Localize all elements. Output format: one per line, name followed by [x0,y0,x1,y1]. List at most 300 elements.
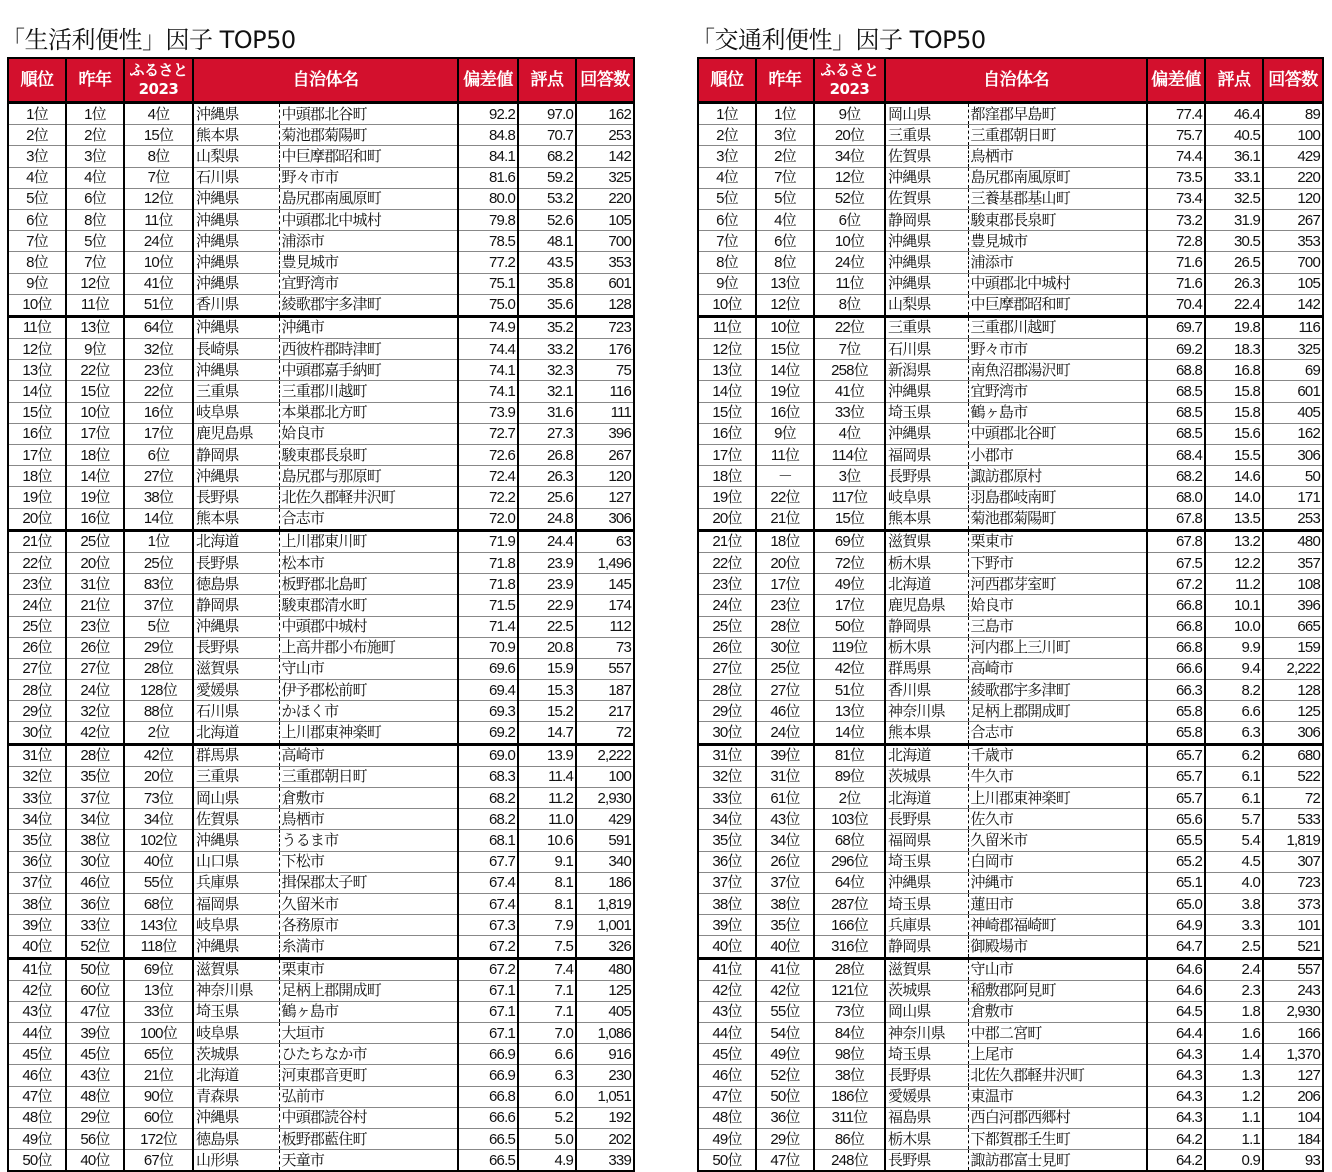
score-cell: 35.2 [518,316,576,338]
furusato-2023-rank-cell: 117位 [814,487,885,508]
deviation-value-cell: 64.9 [1147,915,1205,936]
last-year-rank-cell: 33位 [66,915,124,936]
prefecture-cell: 沖縄県 [885,423,968,444]
deviation-value-cell: 69.2 [458,722,518,744]
prefecture-cell: 沖縄県 [193,360,279,381]
table-row [698,530,1323,552]
score-cell: 46.4 [1205,103,1263,125]
response-count-cell: 267 [576,445,634,466]
response-count-cell: 591 [576,830,634,851]
rank-cell: 31位 [8,744,66,766]
prefecture-cell: 石川県 [193,701,279,722]
table-row [8,209,634,230]
score-cell: 7.1 [518,980,576,1001]
deviation-value-cell: 74.1 [458,381,518,402]
response-count-cell: 145 [576,574,634,595]
response-count-cell: 916 [576,1044,634,1065]
table-row [8,851,634,872]
prefecture-cell: 群馬県 [885,658,968,679]
score-cell: 14.6 [1205,466,1263,487]
last-year-rank-cell: 42位 [756,980,814,1001]
rank-cell: 27位 [8,658,66,679]
table-row [698,1044,1323,1065]
table-row [8,616,634,637]
last-year-rank-cell: 29位 [756,1129,814,1150]
furusato-2023-rank-cell: 65位 [124,1044,193,1065]
municipality-cell: 板野郡北島町 [279,574,458,595]
response-count-cell: 353 [576,252,634,273]
deviation-value-cell: 65.8 [1147,722,1205,744]
prefecture-cell: 熊本県 [885,508,968,530]
furusato-2023-rank-cell: 316位 [814,936,885,958]
deviation-value-cell: 66.9 [458,1044,518,1065]
rank-cell: 47位 [8,1086,66,1107]
rank-cell: 22位 [8,552,66,573]
rank-cell: 15位 [8,402,66,423]
response-count-cell: 1,001 [576,915,634,936]
header-rank: 順位 [8,58,66,103]
furusato-2023-rank-cell: 15位 [124,125,193,146]
deviation-value-cell: 64.3 [1147,1044,1205,1065]
response-count-cell: 325 [1263,339,1323,360]
rank-cell: 13位 [8,360,66,381]
municipality-cell: 小郡市 [968,445,1147,466]
last-year-rank-cell: 56位 [66,1129,124,1150]
rank-cell: 10位 [8,294,66,316]
score-cell: 7.0 [518,1023,576,1044]
deviation-value-cell: 73.4 [1147,188,1205,209]
deviation-value-cell: 67.2 [1147,574,1205,595]
response-count-cell: 723 [576,316,634,338]
score-cell: 36.1 [1205,146,1263,167]
rank-cell: 34位 [8,809,66,830]
last-year-rank-cell: 1位 [66,103,124,125]
rank-cell: 1位 [8,103,66,125]
furusato-2023-rank-cell: 34位 [124,809,193,830]
rank-cell: 38位 [8,893,66,914]
municipality-cell: 蓮田市 [968,893,1147,914]
table-row [8,508,634,530]
table-row [8,487,634,508]
ranking-table [697,57,1324,1172]
municipality-cell: 千歳市 [968,744,1147,766]
municipality-cell: 北佐久郡軽井沢町 [279,487,458,508]
prefecture-cell: 沖縄県 [193,936,279,958]
furusato-2023-rank-cell: 83位 [124,574,193,595]
last-year-rank-cell: 39位 [66,1023,124,1044]
table-row [698,125,1323,146]
furusato-2023-rank-cell: 51位 [814,680,885,701]
municipality-cell: 各務原市 [279,915,458,936]
response-count-cell: 1,496 [576,552,634,573]
table-row [698,423,1323,444]
municipality-cell: 中巨摩郡昭和町 [968,294,1147,316]
response-count-cell: 142 [576,146,634,167]
prefecture-cell: 北海道 [885,744,968,766]
response-count-cell: 2,222 [576,744,634,766]
score-cell: 40.5 [1205,125,1263,146]
deviation-value-cell: 68.2 [1147,466,1205,487]
header-deviation: 偏差値 [1147,58,1205,103]
furusato-2023-rank-cell: 5位 [124,616,193,637]
municipality-cell: 中頭郡読谷村 [279,1107,458,1128]
prefecture-cell: 愛媛県 [885,1086,968,1107]
deviation-value-cell: 67.3 [458,915,518,936]
score-cell: 35.6 [518,294,576,316]
municipality-cell: 沖縄市 [279,316,458,338]
table-row [698,508,1323,530]
response-count-cell: 171 [1263,487,1323,508]
municipality-cell: 御殿場市 [968,936,1147,958]
score-cell: 11.2 [1205,574,1263,595]
municipality-cell: 北佐久郡軽井沢町 [968,1065,1147,1086]
rank-cell: 14位 [8,381,66,402]
last-year-rank-cell: 6位 [756,231,814,252]
deviation-value-cell: 64.6 [1147,980,1205,1001]
response-count-cell: 306 [1263,445,1323,466]
last-year-rank-cell: 37位 [756,872,814,893]
score-cell: 2.5 [1205,936,1263,958]
furusato-2023-rank-cell: 3位 [814,466,885,487]
response-count-cell: 93 [1263,1150,1323,1172]
score-cell: 26.5 [1205,252,1263,273]
table-row [698,339,1323,360]
municipality-cell: 河東郡音更町 [279,1065,458,1086]
deviation-value-cell: 71.9 [458,530,518,552]
last-year-rank-cell: 16位 [756,402,814,423]
deviation-value-cell: 65.1 [1147,872,1205,893]
prefecture-cell: 静岡県 [885,209,968,230]
score-cell: 2.4 [1205,958,1263,980]
furusato-2023-rank-cell: 287位 [814,893,885,914]
last-year-rank-cell: 25位 [756,658,814,679]
rank-cell: 25位 [698,616,756,637]
table-row [8,252,634,273]
response-count-cell: 101 [1263,915,1323,936]
prefecture-cell: 栃木県 [885,637,968,658]
furusato-2023-rank-cell: 64位 [124,316,193,338]
prefecture-cell: 群馬県 [193,744,279,766]
response-count-cell: 267 [1263,209,1323,230]
rank-cell: 43位 [8,1001,66,1022]
score-cell: 1.4 [1205,1044,1263,1065]
deviation-value-cell: 79.8 [458,209,518,230]
last-year-rank-cell: 26位 [66,637,124,658]
deviation-value-cell: 71.8 [458,574,518,595]
last-year-rank-cell: 27位 [66,658,124,679]
last-year-rank-cell: 8位 [756,252,814,273]
municipality-cell: 諏訪郡原村 [968,466,1147,487]
rank-cell: 12位 [698,339,756,360]
rank-cell: 16位 [8,423,66,444]
municipality-cell: うるま市 [279,830,458,851]
table-row [8,1086,634,1107]
municipality-cell: 羽島郡岐南町 [968,487,1147,508]
furusato-2023-rank-cell: 172位 [124,1129,193,1150]
last-year-rank-cell: 5位 [756,188,814,209]
response-count-cell: 116 [576,381,634,402]
rank-cell: 6位 [8,209,66,230]
response-count-cell: 480 [1263,530,1323,552]
prefecture-cell: 岐阜県 [193,915,279,936]
last-year-rank-cell: 32位 [66,701,124,722]
rank-cell: 19位 [8,487,66,508]
prefecture-cell: 佐賀県 [885,146,968,167]
table-row [698,1065,1323,1086]
deviation-value-cell: 72.8 [1147,231,1205,252]
deviation-value-cell: 68.4 [1147,445,1205,466]
furusato-2023-rank-cell: 15位 [814,508,885,530]
furusato-2023-rank-cell: 33位 [814,402,885,423]
response-count-cell: 601 [1263,381,1323,402]
score-cell: 4.9 [518,1150,576,1172]
municipality-cell: 野々市市 [968,339,1147,360]
header-municipality: 自治体名 [885,58,1147,103]
table-row [698,402,1323,423]
last-year-rank-cell: 38位 [756,893,814,914]
rank-cell: 35位 [698,830,756,851]
municipality-cell: 鳥栖市 [279,809,458,830]
table-row [698,872,1323,893]
table-row [8,103,634,125]
furusato-2023-rank-cell: 10位 [124,252,193,273]
score-cell: 33.2 [518,339,576,360]
deviation-value-cell: 84.8 [458,125,518,146]
response-count-cell: 89 [1263,103,1323,125]
score-cell: 9.9 [1205,637,1263,658]
prefecture-cell: 佐賀県 [193,809,279,830]
response-count-cell: 243 [1263,980,1323,1001]
rank-cell: 7位 [8,231,66,252]
last-year-rank-cell: 38位 [66,830,124,851]
last-year-rank-cell: 21位 [756,508,814,530]
score-cell: 10.0 [1205,616,1263,637]
rank-cell: 3位 [698,146,756,167]
score-cell: 1.1 [1205,1129,1263,1150]
prefecture-cell: 沖縄県 [885,381,968,402]
table-row [698,360,1323,381]
score-cell: 1.6 [1205,1023,1263,1044]
score-cell: 9.1 [518,851,576,872]
deviation-value-cell: 72.0 [458,508,518,530]
last-year-rank-cell: 35位 [756,915,814,936]
table-row [698,209,1323,230]
last-year-rank-cell: 50位 [756,1086,814,1107]
table-row [698,893,1323,914]
furusato-2023-rank-cell: 50位 [814,616,885,637]
last-year-rank-cell: 6位 [66,188,124,209]
furusato-2023-rank-cell: 34位 [814,146,885,167]
response-count-cell: 120 [576,466,634,487]
furusato-2023-rank-cell: 42位 [814,658,885,679]
last-year-rank-cell: 10位 [66,402,124,423]
furusato-2023-rank-cell: 42位 [124,744,193,766]
last-year-rank-cell: 36位 [66,893,124,914]
furusato-2023-rank-cell: 296位 [814,851,885,872]
prefecture-cell: 徳島県 [193,574,279,595]
last-year-rank-cell: 42位 [66,722,124,744]
score-cell: 33.1 [1205,167,1263,188]
table-row [8,595,634,616]
response-count-cell: 405 [576,1001,634,1022]
header-responses: 回答数 [1263,58,1323,103]
response-count-cell: 162 [1263,423,1323,444]
response-count-cell: 112 [576,616,634,637]
response-count-cell: 125 [576,980,634,1001]
municipality-cell: 鶴ヶ島市 [279,1001,458,1022]
furusato-2023-rank-cell: 311位 [814,1107,885,1128]
deviation-value-cell: 67.4 [458,893,518,914]
last-year-rank-cell: 5位 [66,231,124,252]
prefecture-cell: 神奈川県 [885,701,968,722]
last-year-rank-cell: 29位 [66,1107,124,1128]
deviation-value-cell: 81.6 [458,167,518,188]
ranking-table [7,57,635,1172]
furusato-2023-rank-cell: 248位 [814,1150,885,1172]
last-year-rank-cell: 45位 [66,1044,124,1065]
table-row [8,294,634,316]
rank-cell: 34位 [698,809,756,830]
score-cell: 4.0 [1205,872,1263,893]
prefecture-cell: 長崎県 [193,339,279,360]
last-year-rank-cell: 19位 [66,487,124,508]
response-count-cell: 2,930 [576,788,634,809]
rank-cell: 3位 [8,146,66,167]
deviation-value-cell: 67.2 [458,936,518,958]
response-count-cell: 1,051 [576,1086,634,1107]
response-count-cell: 306 [576,508,634,530]
last-year-rank-cell: 27位 [756,680,814,701]
prefecture-cell: 沖縄県 [885,167,968,188]
prefecture-cell: 埼玉県 [885,893,968,914]
deviation-value-cell: 73.9 [458,402,518,423]
municipality-cell: 姶良市 [968,595,1147,616]
furusato-2023-rank-cell: 20位 [814,125,885,146]
furusato-2023-rank-cell: 24位 [124,231,193,252]
prefecture-cell: 北海道 [193,530,279,552]
last-year-rank-cell: 3位 [66,146,124,167]
last-year-rank-cell: 28位 [66,744,124,766]
score-cell: 27.3 [518,423,576,444]
prefecture-cell: 岐阜県 [193,1023,279,1044]
prefecture-cell: 沖縄県 [885,273,968,294]
deviation-value-cell: 69.3 [458,701,518,722]
response-count-cell: 186 [576,872,634,893]
deviation-value-cell: 64.2 [1147,1150,1205,1172]
municipality-cell: ひたちなか市 [279,1044,458,1065]
score-cell: 5.7 [1205,809,1263,830]
score-cell: 26.8 [518,445,576,466]
response-count-cell: 202 [576,1129,634,1150]
municipality-cell: 牛久市 [968,766,1147,787]
prefecture-cell: 北海道 [885,574,968,595]
furusato-2023-rank-cell: 4位 [814,423,885,444]
rank-cell: 28位 [698,680,756,701]
deviation-value-cell: 72.2 [458,487,518,508]
score-cell: 7.4 [518,958,576,980]
municipality-cell: 島尻郡南風原町 [279,188,458,209]
deviation-value-cell: 64.5 [1147,1001,1205,1022]
score-cell: 15.3 [518,680,576,701]
last-year-rank-cell: 25位 [66,530,124,552]
header-row [698,58,1323,103]
table-row [698,273,1323,294]
table-row [8,936,634,958]
furusato-2023-rank-cell: 49位 [814,574,885,595]
table-row [698,766,1323,787]
deviation-value-cell: 70.4 [1147,294,1205,316]
municipality-cell: 東温市 [968,1086,1147,1107]
table-row [8,1065,634,1086]
municipality-cell: 天童市 [279,1150,458,1172]
rank-cell: 18位 [8,466,66,487]
deviation-value-cell: 69.7 [1147,316,1205,338]
score-cell: 15.6 [1205,423,1263,444]
table-title: 「交通利便性」因子 TOP50 [691,26,986,54]
response-count-cell: 522 [1263,766,1323,787]
municipality-cell: 豊見城市 [968,231,1147,252]
response-count-cell: 104 [1263,1107,1323,1128]
table-row [8,872,634,893]
deviation-value-cell: 80.0 [458,188,518,209]
municipality-cell: 西彼杵郡時津町 [279,339,458,360]
table-row [698,830,1323,851]
table-row [698,1001,1323,1022]
response-count-cell: 1,819 [1263,830,1323,851]
score-cell: 1.3 [1205,1065,1263,1086]
table-row [698,637,1323,658]
rank-cell: 9位 [8,273,66,294]
deviation-value-cell: 78.5 [458,231,518,252]
deviation-value-cell: 66.5 [458,1150,518,1172]
response-count-cell: 405 [1263,402,1323,423]
furusato-2023-rank-cell: 258位 [814,360,885,381]
prefecture-cell: 沖縄県 [193,830,279,851]
deviation-value-cell: 65.6 [1147,809,1205,830]
score-cell: 1.2 [1205,1086,1263,1107]
municipality-cell: 河西郡芽室町 [968,574,1147,595]
furusato-2023-rank-cell: 2位 [124,722,193,744]
deviation-value-cell: 65.0 [1147,893,1205,914]
last-year-rank-cell: 7位 [756,167,814,188]
furusato-2023-rank-cell: 40位 [124,851,193,872]
table-row [8,530,634,552]
municipality-cell: 中頭郡北谷町 [968,423,1147,444]
prefecture-cell: 沖縄県 [193,252,279,273]
table-row [698,381,1323,402]
table-row [698,809,1323,830]
furusato-2023-rank-cell: 13位 [124,980,193,1001]
rank-cell: 45位 [698,1044,756,1065]
table-row [8,809,634,830]
rank-cell: 48位 [8,1107,66,1128]
score-cell: 32.5 [1205,188,1263,209]
response-count-cell: 127 [1263,1065,1323,1086]
table-row [8,1044,634,1065]
rank-cell: 46位 [8,1065,66,1086]
score-cell: 25.6 [518,487,576,508]
header-score: 評点 [1205,58,1263,103]
response-count-cell: 116 [1263,316,1323,338]
last-year-rank-cell: 1位 [756,103,814,125]
prefecture-cell: 鹿児島県 [193,423,279,444]
furusato-2023-rank-cell: 12位 [814,167,885,188]
last-year-rank-cell: 15位 [756,339,814,360]
rank-cell: 2位 [698,125,756,146]
last-year-rank-cell: 31位 [756,766,814,787]
municipality-cell: 足柄上郡開成町 [279,980,458,1001]
furusato-2023-rank-cell: 20位 [124,766,193,787]
